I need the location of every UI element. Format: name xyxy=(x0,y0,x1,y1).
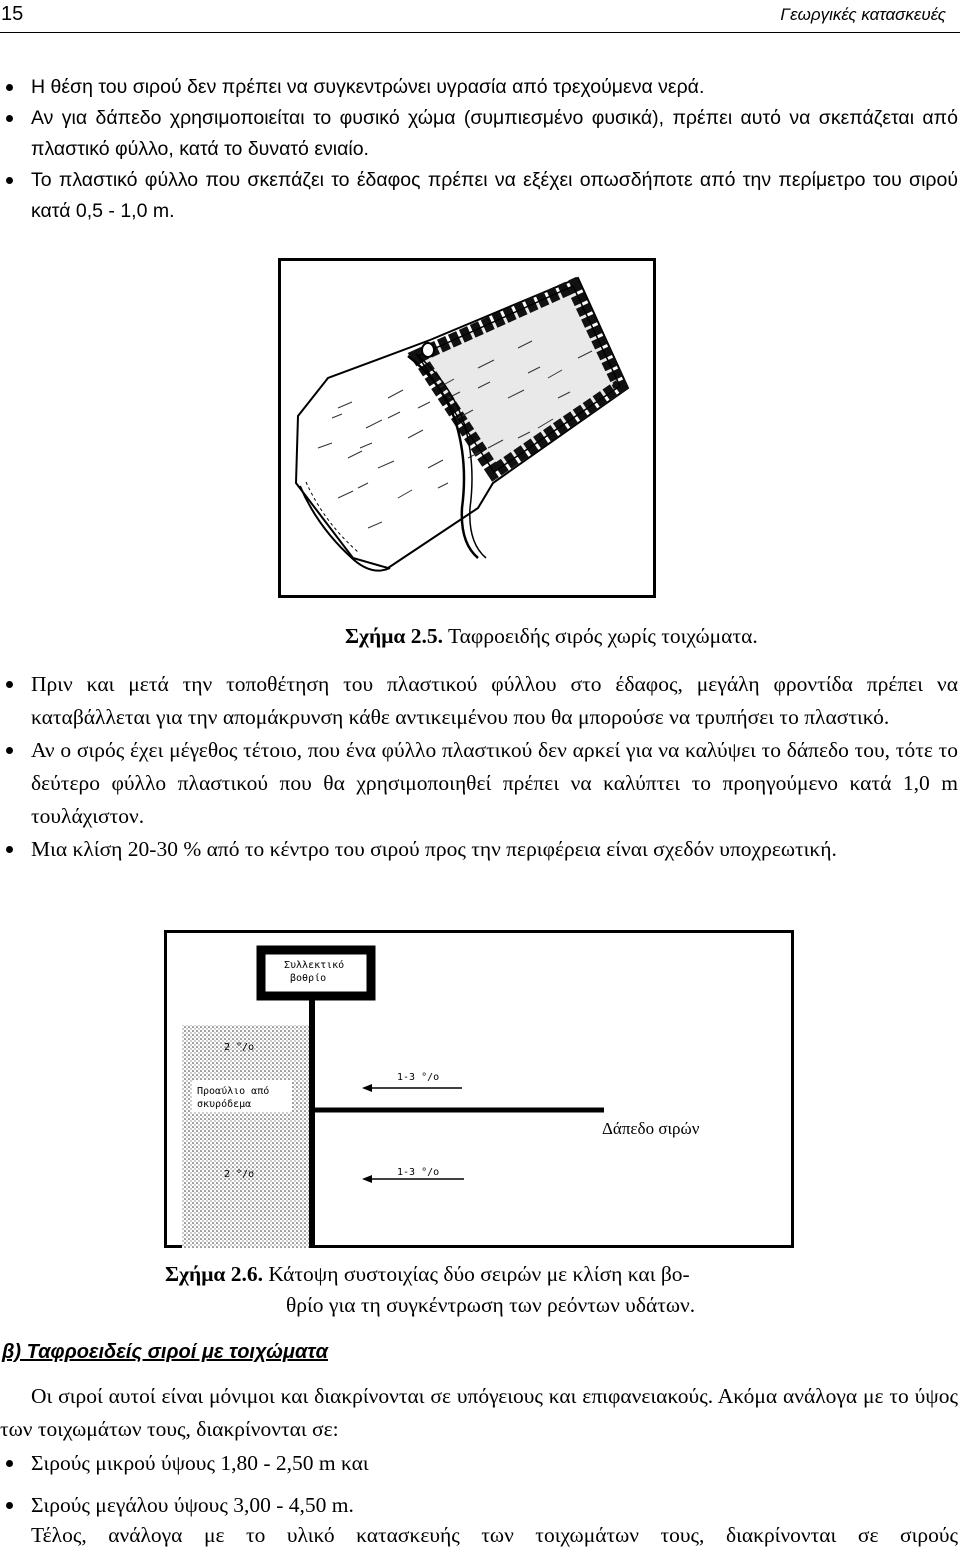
figure-2-6-title-line-1: Κάτοψη συστοιχίας δύο σειρών με κλίση και βο- xyxy=(268,1262,690,1286)
concrete-corridor-label-1: Προαύλιο από xyxy=(197,1086,270,1097)
figure-2-6-title-line-2: θρίο για τη συγκέντρωση των ρεόντων υδάτων. xyxy=(286,1293,696,1317)
bullet-list-bottom xyxy=(0,1447,958,1522)
list-item: Μια κλίση 20-30 % από το κέντρο του σιρού προς την περιφέρεια είναι σχεδόν υποχρεωτική. xyxy=(0,833,958,866)
list-item: Σιρούς μικρού ύψους 1,80 - 2,50 m και xyxy=(0,1447,958,1480)
bullet-list-middle xyxy=(0,668,958,866)
concrete-corridor-label-2: σκυρόδεμα xyxy=(197,1099,252,1110)
collection-pit-label-1: Συλλεκτικό xyxy=(284,960,345,971)
figure-2-5-title: Ταφροειδής σιρός χωρίς τοιχώματα. xyxy=(448,624,758,648)
figure-2-5-caption xyxy=(345,620,758,653)
slope-label-upper: 1-3 °/o xyxy=(397,1072,440,1083)
figure-2-6-caption xyxy=(165,1258,690,1291)
section-heading: β) Ταφροειδείς σιροί με τοιχώματα xyxy=(2,1341,328,1363)
corridor-slope-label-upper: 2 °/o xyxy=(224,1042,255,1053)
figure-2-6-silo-plan-drawing xyxy=(164,930,794,1248)
list-item: Η θέση του σιρού δεν πρέπει να συγκεντρώνει υγρασία από τρεχούμενα νερά. xyxy=(0,72,958,103)
silo-floor-label: Δάπεδο σιρών xyxy=(602,1119,700,1138)
bullet-list-top xyxy=(0,72,958,227)
slope-label-lower: 1-3 °/o xyxy=(397,1167,440,1178)
page-header xyxy=(0,0,960,36)
figure-2-5-label: Σχήμα 2.5. xyxy=(345,624,444,648)
page-number: 15 xyxy=(1,3,24,25)
section-intro-paragraph: Οι σιροί αυτοί είναι μόνιμοι και διακρίνονται σε υπόγειους και επιφανειακούς. Ακόμα ανάλογα με το ύψος των τοιχωμάτων τους, διακρίνονται σε: xyxy=(0,1384,958,1441)
collection-pit-label-2: βοθρίο xyxy=(290,973,327,984)
list-item: Σιρούς μεγάλου ύψους 3,00 - 4,50 m. xyxy=(0,1489,958,1522)
list-item: Πριν και μετά την τοποθέτηση του πλαστικού φύλλου στο έδαφος, μεγάλη φροντίδα πρέπει να καταβάλλεται για την απομάκρυνση κάθε αντικειμένου που θα μπορούσε να τρυπήσει το πλαστικό. xyxy=(0,668,958,734)
closing-paragraph: Τέλος, ανάλογα με το υλικό κατασκευής των τοιχωμάτων τους, διακρίνονται σε σιρούς xyxy=(31,1523,958,1547)
list-item: Το πλαστικό φύλλο που σκεπάζει το έδαφος πρέπει να εξέχει οπωσδήποτε από την περίμετρο του σιρού κατά 0,5 - 1,0 m. xyxy=(0,165,958,227)
corridor-slope-label-lower: 2 °/o xyxy=(224,1169,255,1180)
figure-2-5-trench-silo-drawing xyxy=(278,258,656,598)
list-item: Αν για δάπεδο χρησιμοποιείται το φυσικό χώμα (συμπιεσμένο φυσικά), πρέπει αυτό να σκεπάζεται από πλαστικό φύλλο, κατά το δυνατό ενιαίο. xyxy=(0,103,958,165)
list-item: Αν ο σιρός έχει μέγεθος τέτοιο, που ένα φύλλο πλαστικού δεν αρκεί για να καλύψει το δάπεδο του, τότε το δεύτερο φύλλο πλαστικού που θα χρησιμοποιηθεί πρέπει να καλύπτει το προηγούμενο κατά 1,0 m τουλάχιστον. xyxy=(0,734,958,833)
header-rule xyxy=(0,32,960,33)
running-title: Γεωργικές κατασκευές xyxy=(780,5,946,24)
figure-2-6-caption-line-2 xyxy=(286,1289,695,1322)
figure-2-6-label: Σχήμα 2.6. xyxy=(165,1262,264,1286)
